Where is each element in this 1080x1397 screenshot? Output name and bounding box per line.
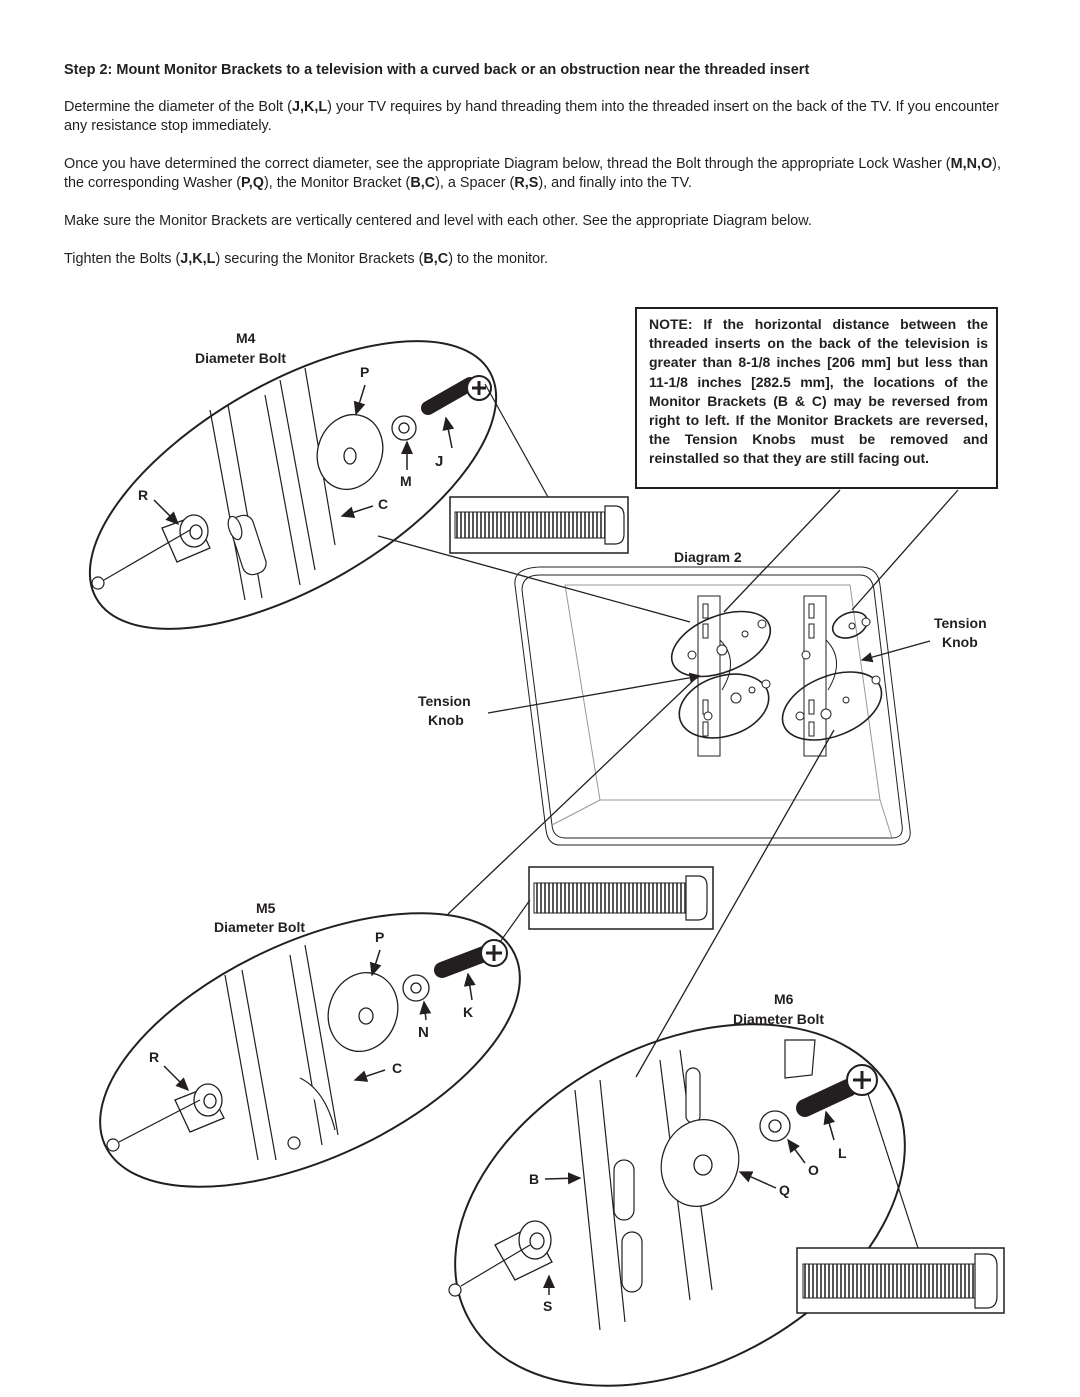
m4-diameter-label: Diameter Bolt	[195, 350, 287, 366]
m4-bolt-label: J	[435, 453, 444, 470]
tension-knob-left-line1: Tension	[418, 693, 471, 709]
m5-bolt-inset	[500, 867, 713, 942]
m5-diameter-label: Diameter Bolt	[214, 919, 306, 935]
m4-lock-washer	[392, 416, 416, 440]
m5-bolt-label: K	[463, 1004, 474, 1020]
step-title: Step 2: Mount Monitor Brackets to a television with a curved back or an obstruction near the threaded insert	[64, 62, 810, 78]
diagram-title: Diagram 2	[674, 549, 742, 565]
m6-bracket-label: B	[529, 1171, 540, 1187]
m5-bracket-label: C	[392, 1060, 403, 1076]
instruction-paragraph-3: Make sure the Monitor Brackets are vertically centered and level with each other. See the appropriate Diagram below.	[64, 213, 812, 229]
m6-lock-washer-label: O	[808, 1162, 819, 1178]
m5-lock-washer	[403, 975, 429, 1001]
m6-bolt-label: L	[838, 1145, 847, 1161]
tension-knob-right-line1: Tension	[934, 615, 987, 631]
instruction-paragraph-2: Once you have determined the correct diameter, see the appropriate Diagram below, thread the Bolt through the appropriate Lock Washer (M,N,O), the corresponding Washer (P,Q), the Monitor Bracket (B,C), a Spacer (R,S), and finally into the TV.	[64, 156, 1001, 191]
m4-washer-label: P	[360, 364, 370, 380]
m6-spacer-label: S	[543, 1298, 553, 1314]
m4-bracket-label: C	[378, 496, 389, 512]
m6-diameter-label: Diameter Bolt	[733, 1011, 825, 1027]
instruction-paragraph-4: Tighten the Bolts (J,K,L) securing the Monitor Brackets (B,C) to the monitor.	[64, 251, 549, 267]
m5-spacer-label: R	[149, 1049, 160, 1065]
m5-size-label: M5	[256, 900, 276, 916]
m6-lock-washer	[760, 1111, 790, 1141]
m4-lock-washer-label: M	[400, 473, 412, 489]
instruction-paragraph-1: Determine the diameter of the Bolt (J,K,L) your TV requires by hand threading them into the threaded insert on the back of the TV. If you encounter any resistance stop immediately.	[64, 99, 999, 134]
note-box: NOTE: If the horizontal distance between the threaded inserts on the back of the television is greater than 8-1/8 inches [206 mm] but less than 11-1/8 inches [282.5 mm], the locations of the Monitor Brackets (B & C) may be reversed from right to left. If the Monitor Brackets are reversed, the Tension Knobs must be removed and reinstalled so that they are still facing out.	[635, 307, 998, 489]
m5-lock-washer-label: N	[418, 1024, 429, 1041]
m5-washer-label: P	[375, 929, 385, 945]
m6-size-label: M6	[774, 991, 794, 1007]
m6-washer-label: Q	[779, 1182, 790, 1198]
m4-size-label: M4	[236, 330, 256, 346]
tension-knob-right-line2: Knob	[942, 634, 978, 650]
m4-spacer-label: R	[138, 487, 149, 503]
tension-knob-left-line2: Knob	[428, 712, 464, 728]
m4-detail-oval	[45, 283, 540, 687]
